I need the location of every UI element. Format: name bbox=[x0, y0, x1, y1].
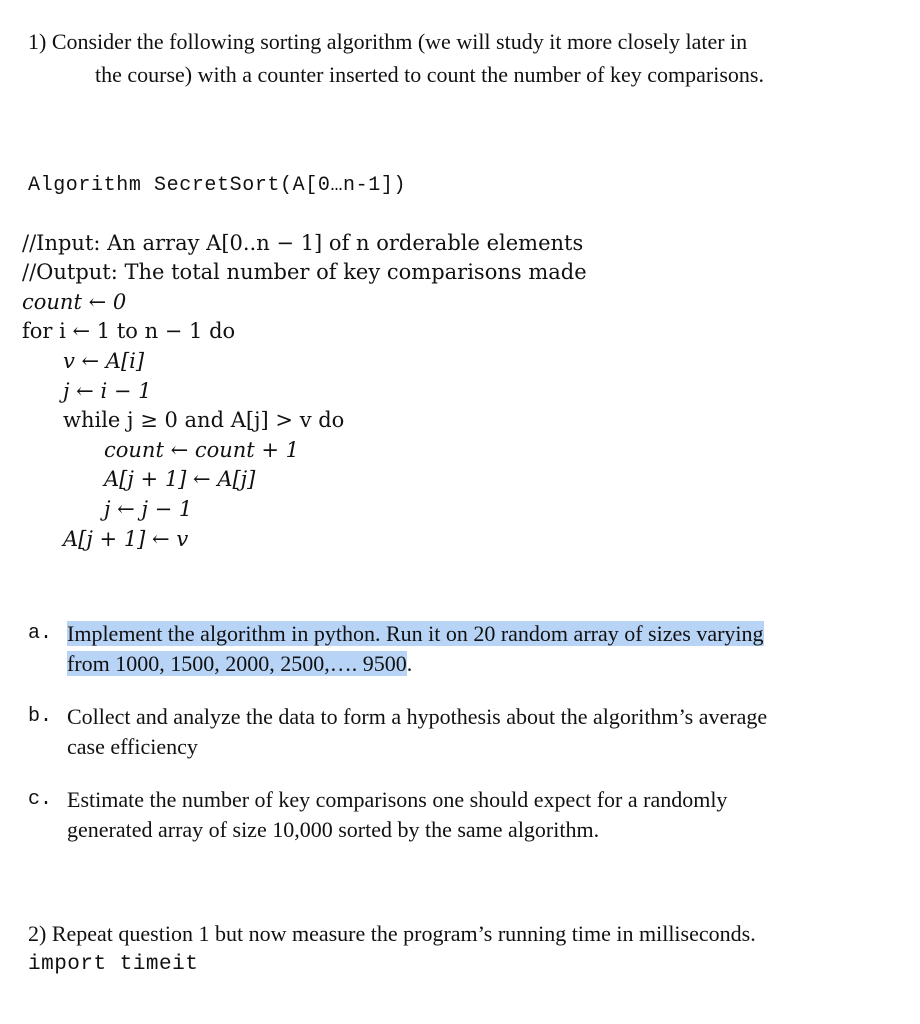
output-comment: //Output: The total number of key comparisons made bbox=[22, 260, 587, 284]
item-b-line2: case efficiency bbox=[67, 734, 198, 759]
pseudo-count-inc: count ← count + 1 bbox=[104, 438, 300, 462]
item-b-line1: Collect and analyze the data to form a hypothesis about the algorithm’s average bbox=[67, 704, 768, 729]
pseudo-while: while j ≥ 0 and A[j] > v do bbox=[63, 408, 345, 432]
pseudo-shift: A[j + 1] ← A[j] bbox=[104, 467, 256, 491]
q2-code: import timeit bbox=[28, 953, 199, 976]
item-b-text bbox=[67, 702, 877, 762]
pseudo-j-decrement: j ← j − 1 bbox=[104, 497, 193, 521]
item-a-line2: from 1000, 1500, 2000, 2500,…. 9500 bbox=[67, 651, 407, 676]
pseudo-j-assign: j ← i − 1 bbox=[63, 379, 152, 403]
item-b-marker: b. bbox=[28, 705, 53, 728]
item-a-marker: a. bbox=[28, 622, 53, 645]
item-c-marker: c. bbox=[28, 788, 53, 811]
algorithm-title: Algorithm SecretSort(A[0…n-1]) bbox=[28, 174, 407, 197]
pseudo-for: for i ← 1 to n − 1 do bbox=[22, 319, 236, 343]
item-a-tail: . bbox=[406, 651, 413, 676]
item-a-line1: Implement the algorithm in python. Run it on 20 random array of sizes varying bbox=[67, 621, 764, 646]
q1-line2: the course) with a counter inserted to count the number of key comparisons. bbox=[95, 62, 764, 87]
item-a-text[interactable] bbox=[67, 619, 877, 679]
q2-text: 2) Repeat question 1 but now measure the program’s running time in milliseconds. bbox=[28, 921, 756, 946]
q1-line1: 1) Consider the following sorting algorithm (we will study it more closely later in bbox=[28, 29, 748, 54]
input-comment: //Input: An array A[0..n − 1] of n orderable elements bbox=[22, 231, 584, 255]
pseudo-v-assign: v ← A[i] bbox=[63, 349, 145, 373]
item-c-line1: Estimate the number of key comparisons one should expect for a randomly bbox=[67, 787, 728, 812]
pseudo-place: A[j + 1] ← v bbox=[63, 527, 189, 551]
item-c-line2: generated array of size 10,000 sorted by the same algorithm. bbox=[67, 817, 600, 842]
pseudo-count-init: count ← 0 bbox=[22, 290, 127, 314]
item-c-text bbox=[67, 785, 877, 845]
